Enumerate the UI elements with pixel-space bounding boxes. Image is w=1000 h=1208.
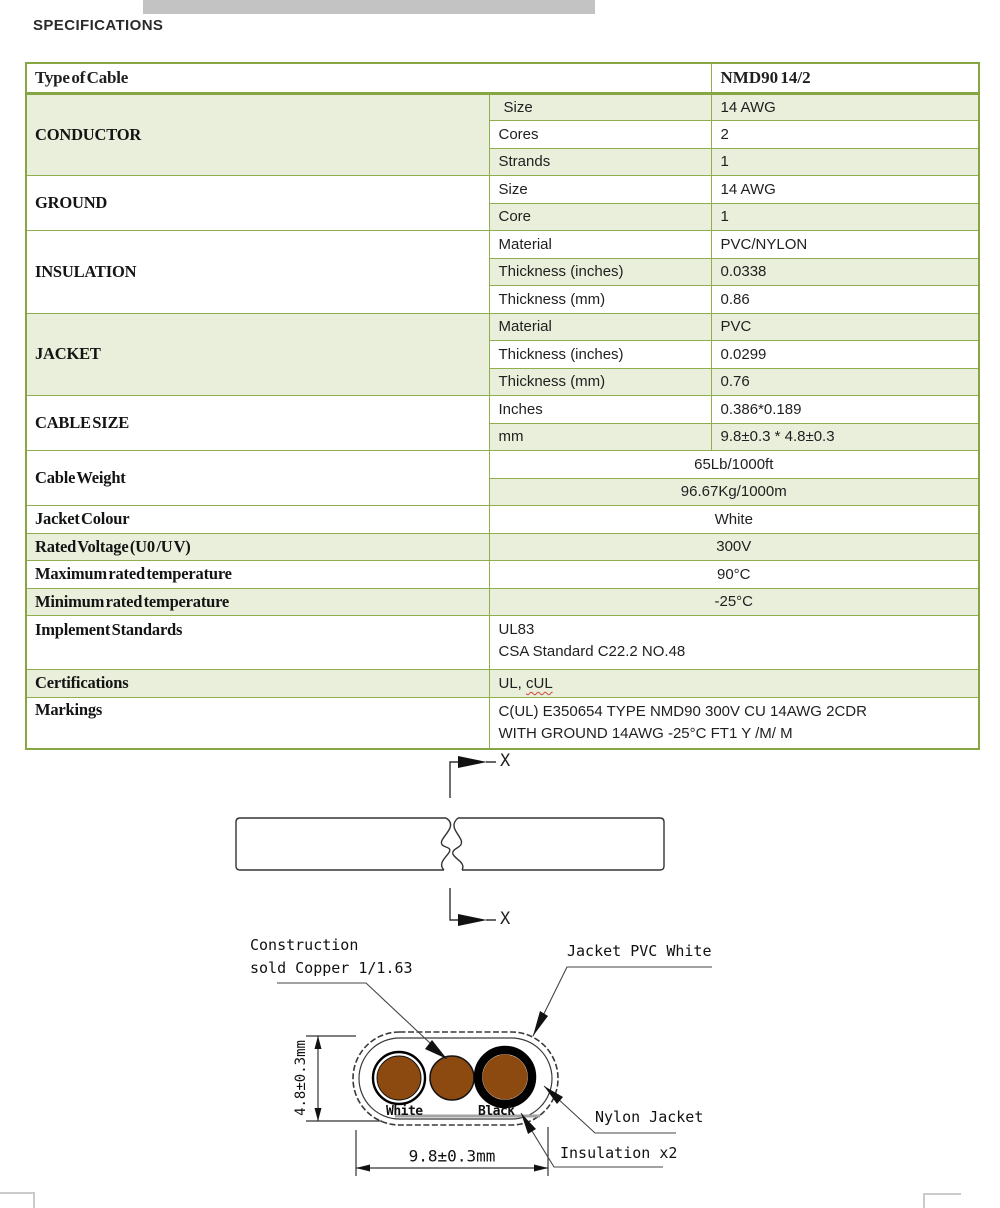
page-title: SPECIFICATIONS <box>33 17 164 34</box>
arrow-icon <box>458 914 487 926</box>
certifications-label: Certifications <box>26 670 489 698</box>
arrow-icon <box>356 1165 370 1172</box>
jacket-colour-label: Jacket Colour <box>26 506 489 534</box>
top-gray-bar <box>143 0 595 14</box>
property-name: Thickness (inches) <box>489 341 711 369</box>
certifications-cul: cUL <box>526 674 553 692</box>
jacket-section-label: JACKET <box>26 313 489 396</box>
rated-voltage-label: Rated Voltage (U0 /U V) <box>26 533 489 561</box>
property-value: PVC <box>711 313 979 341</box>
arrow-icon <box>315 1036 322 1049</box>
table-row <box>26 63 979 93</box>
property-value: 0.86 <box>711 286 979 314</box>
property-value: 9.8±0.3 * 4.8±0.3 <box>711 423 979 451</box>
type-of-cable-label: Type of Cable <box>26 63 711 93</box>
table-row <box>26 561 979 589</box>
construction-line2: sold Copper 1/1.63 <box>250 959 413 977</box>
page-corner-mark <box>923 1193 925 1208</box>
property-name: Thickness (mm) <box>489 286 711 314</box>
page-corner-mark <box>0 1192 35 1194</box>
arrow-icon <box>533 1011 548 1036</box>
construction-line1: Construction <box>250 936 359 954</box>
property-value: 14 AWG <box>711 176 979 204</box>
property-value: 14 AWG <box>711 93 979 121</box>
cable-size-section-label: CABLE SIZE <box>26 396 489 451</box>
conductor-section-label: CONDUCTOR <box>26 93 489 176</box>
property-value: 0.0338 <box>711 258 979 286</box>
white-conductor-label: White <box>386 1104 423 1119</box>
property-value: 0.386*0.189 <box>711 396 979 424</box>
section-cut-top <box>450 762 496 798</box>
ground-conductor-copper <box>430 1056 474 1100</box>
cable-drawing <box>0 748 1000 1208</box>
specifications-table <box>25 62 980 750</box>
standard-line: UL83 <box>498 621 535 638</box>
cable-weight-label: Cable Weight <box>26 451 489 506</box>
table-row <box>26 176 979 204</box>
table-row <box>26 697 979 749</box>
insulation-section-label: INSULATION <box>26 231 489 314</box>
arrow-icon <box>534 1165 548 1172</box>
section-x-label-bottom: X <box>500 909 511 929</box>
black-conductor-label: Black <box>478 1104 515 1119</box>
property-name: Cores <box>489 121 711 149</box>
property-value: PVC/NYLON <box>711 231 979 259</box>
section-arrows <box>458 756 487 926</box>
table-row <box>26 533 979 561</box>
rated-voltage-value: 300V <box>489 533 979 561</box>
white-conductor-copper <box>377 1056 421 1100</box>
table-row <box>26 93 979 121</box>
property-name: Material <box>489 231 711 259</box>
nylon-jacket-label: Nylon Jacket <box>595 1108 704 1126</box>
property-value: 1 <box>711 203 979 231</box>
break-line <box>453 818 463 870</box>
property-name: Core <box>489 203 711 231</box>
implement-standards-value <box>489 616 979 670</box>
markings-line: C(UL) E350654 TYPE NMD90 300V CU 14AWG 2CDR <box>498 702 867 720</box>
property-name: Strands <box>489 148 711 176</box>
table-row <box>26 616 979 670</box>
table-row <box>26 396 979 424</box>
markings-line: WITH GROUND 14AWG -25°C FT1 Y /M/ M <box>498 724 793 742</box>
jacket-leader <box>533 967 712 1036</box>
jacket-colour-value: White <box>489 506 979 534</box>
page-corner-mark <box>33 1192 35 1208</box>
cable-weight-lb: 65Lb/1000ft <box>489 451 979 479</box>
arrow-icon <box>458 756 487 768</box>
property-value: 0.76 <box>711 368 979 396</box>
certifications-value <box>489 670 979 698</box>
markings-value <box>489 697 979 749</box>
table-row <box>26 588 979 616</box>
property-name: Inches <box>489 396 711 424</box>
cable-cross-section <box>353 1032 558 1125</box>
implement-standards-label: Implement Standards <box>26 616 489 670</box>
table-row <box>26 313 979 341</box>
property-name: Material <box>489 313 711 341</box>
construction-label <box>250 934 413 980</box>
property-name: Size <box>489 176 711 204</box>
height-dimension-label: 4.8±0.3mm <box>293 1040 309 1116</box>
section-cut-bottom <box>450 888 496 920</box>
table-row <box>26 231 979 259</box>
markings-label: Markings <box>26 697 489 749</box>
max-temp-value: 90°C <box>489 561 979 589</box>
break-line <box>441 818 450 870</box>
page-corner-mark <box>923 1193 961 1195</box>
section-x-label-top: X <box>500 751 511 771</box>
property-value: 2 <box>711 121 979 149</box>
ground-section-label: GROUND <box>26 176 489 231</box>
max-temp-label: Maximum rated temperature <box>26 561 489 589</box>
property-name: Thickness (mm) <box>489 368 711 396</box>
property-name: Thickness (inches) <box>489 258 711 286</box>
certifications-prefix: UL, <box>498 674 527 692</box>
property-name: Size <box>489 93 711 121</box>
width-dimension-label: 9.8±0.3mm <box>408 1146 496 1166</box>
property-name: mm <box>489 423 711 451</box>
property-value: 1 <box>711 148 979 176</box>
table-row <box>26 506 979 534</box>
cable-side-view <box>236 762 664 920</box>
insulation-label: Insulation x2 <box>560 1144 678 1162</box>
jacket-pvc-label: Jacket PVC White <box>567 942 712 960</box>
min-temp-label: Minimum rated temperature <box>26 588 489 616</box>
arrow-icon <box>315 1108 322 1121</box>
black-conductor-copper <box>483 1055 528 1100</box>
standard-line: CSA Standard C22.2 NO.48 <box>498 643 686 660</box>
cable-weight-kg: 96.67Kg/1000m <box>489 478 979 506</box>
table-row <box>26 451 979 479</box>
cable-model-value: NMD90 14/2 <box>711 63 979 93</box>
table-row <box>26 670 979 698</box>
property-value: 0.0299 <box>711 341 979 369</box>
min-temp-value: -25°C <box>489 588 979 616</box>
cable-drawing-canvas <box>0 748 1000 1208</box>
